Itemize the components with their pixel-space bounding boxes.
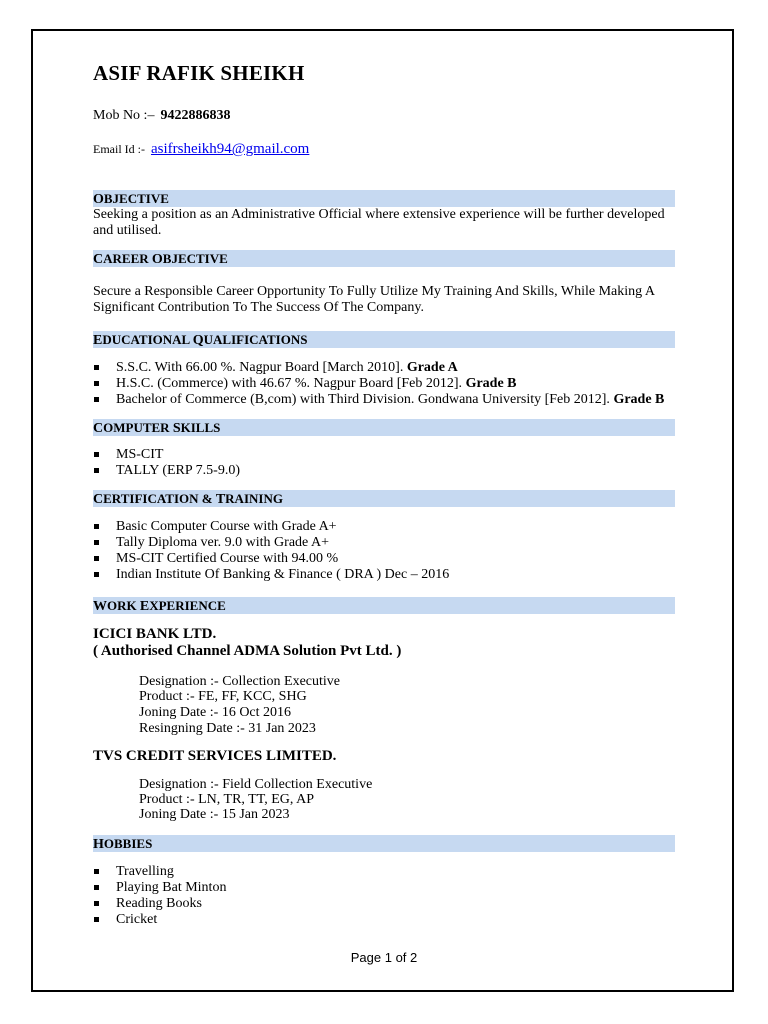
- computer-skills-list: [93, 447, 240, 479]
- hobbies-list: [93, 864, 226, 928]
- list-item: Playing Bat Minton: [93, 880, 226, 896]
- list-item: TALLY (ERP 7.5-9.0): [93, 463, 240, 479]
- job1-resigning: Resingning Date :- 31 Jan 2023: [139, 721, 316, 736]
- job1-joining: Joning Date :- 16 Oct 2016: [139, 705, 292, 720]
- candidate-name: ASIF RAFIK SHEIKH: [93, 61, 305, 85]
- list-item: MS-CIT: [93, 447, 240, 463]
- job1-product: Product :- FE, FF, KCC, SHG: [139, 689, 307, 704]
- job2-product: Product :- LN, TR, TT, EG, AP: [139, 792, 314, 807]
- list-item: Travelling: [93, 864, 226, 880]
- job1-subcompany: ( Authorised Channel ADMA Solution Pvt Ltd. ): [93, 643, 402, 659]
- job2-company: TVS CREDIT SERVICES LIMITED.: [93, 748, 337, 764]
- mobile-line: [93, 108, 230, 124]
- education-list: [93, 360, 664, 408]
- career-objective-heading: CAREER OBJECTIVE: [93, 250, 675, 267]
- list-item: Basic Computer Course with Grade A+: [93, 519, 449, 535]
- job2-joining: Joning Date :- 15 Jan 2023: [139, 807, 290, 822]
- career-objective-text: Secure a Responsible Career Opportunity To Fully Utilize My Training And Skills, While Making A Significant Contribution To The Success Of The Company.: [93, 284, 655, 315]
- email-link[interactable]: asifrsheikh94@gmail.com: [150, 141, 310, 157]
- email-line: [93, 141, 309, 158]
- job2-designation: Designation :- Field Collection Executive: [139, 777, 373, 792]
- certification-heading: CERTIFICATION & TRAINING: [93, 490, 675, 507]
- list-item: Tally Diploma ver. 9.0 with Grade A+: [93, 535, 449, 551]
- education-heading: EDUCATIONAL QUALIFICATIONS: [93, 331, 675, 348]
- objective-text: Seeking a position as an Administrative Official where extensive experience will be further developed and utilised.: [93, 207, 665, 238]
- certification-list: [93, 519, 449, 583]
- list-item: Reading Books: [93, 896, 226, 912]
- mobile-label: Mob No :–: [93, 108, 155, 123]
- list-item: Bachelor of Commerce (B,com) with Third Division. Gondwana University [Feb 2012]. Grade B: [93, 392, 664, 408]
- mobile-number: 9422886838: [160, 108, 231, 123]
- page-number: Page 1 of 2: [350, 950, 418, 965]
- hobbies-heading: HOBBIES: [93, 835, 675, 852]
- job1-designation: Designation :- Collection Executive: [139, 674, 341, 689]
- job1-company: ICICI BANK LTD.: [93, 626, 217, 642]
- list-item: MS-CIT Certified Course with 94.00 %: [93, 551, 449, 567]
- email-label: Email Id :-: [93, 142, 145, 156]
- list-item: Indian Institute Of Banking & Finance ( DRA ) Dec – 2016: [93, 567, 449, 583]
- list-item: Cricket: [93, 912, 226, 928]
- computer-skills-heading: COMPUTER SKILLS: [93, 419, 675, 436]
- list-item: S.S.C. With 66.00 %. Nagpur Board [March 2010]. Grade A: [93, 360, 664, 376]
- work-experience-heading: WORK EXPERIENCE: [93, 597, 675, 614]
- objective-heading: OBJECTIVE: [93, 190, 675, 207]
- list-item: H.S.C. (Commerce) with 46.67 %. Nagpur Board [Feb 2012]. Grade B: [93, 376, 664, 392]
